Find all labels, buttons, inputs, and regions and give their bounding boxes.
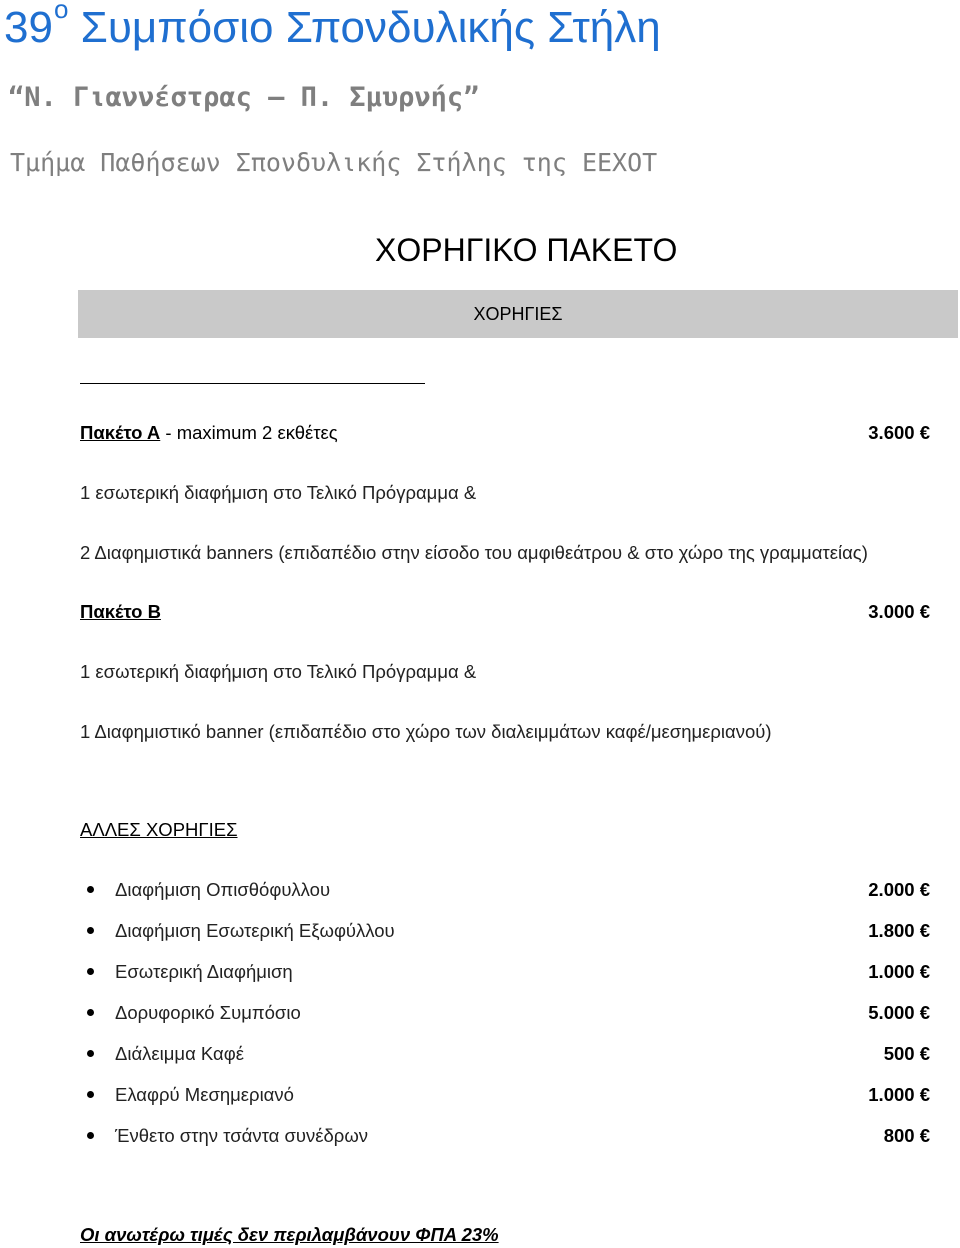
list-item-label: Διαφήμιση Εσωτερική Εξωφύλλου bbox=[115, 920, 395, 941]
bullet-icon bbox=[87, 1050, 94, 1057]
bullet-icon bbox=[87, 1009, 94, 1016]
title-text: Συμπόσιο Σπονδυλικής Στήλη bbox=[80, 3, 661, 52]
list-item-label: Δορυφορικό Συμπόσιο bbox=[115, 1002, 301, 1023]
package-b-price: 3.000 € bbox=[868, 601, 930, 622]
title-number: 39 bbox=[4, 3, 53, 52]
title-ordinal: ο bbox=[53, 0, 69, 24]
vat-note: Οι ανωτέρω τιμές δεν περιλαμβάνουν ΦΠΑ 23% bbox=[80, 1224, 499, 1245]
list-item-price: 800 € bbox=[883, 1125, 930, 1146]
list-item-label: Ελαφρύ Μεσημεριανό bbox=[115, 1084, 294, 1105]
list-item-price: 500 € bbox=[883, 1043, 930, 1064]
list-item-price: 1.000 € bbox=[868, 961, 930, 982]
package-a-line-2: 2 Διαφημιστικά banners (επιδαπέδιο στην είσοδο του αμφιθεάτρου & στο χώρο της γραμματείας) bbox=[80, 542, 868, 563]
package-a-suffix: - maximum 2 εκθέτες bbox=[160, 422, 338, 443]
list-item-price: 1.800 € bbox=[868, 920, 930, 941]
package-b-line-1: 1 εσωτερική διαφήμιση στο Τελικό Πρόγραμμα & bbox=[80, 661, 477, 682]
bullet-icon bbox=[87, 1091, 94, 1098]
package-heading: ΧΟΡΗΓΙΚΟ ΠΑΚΕΤΟ bbox=[375, 232, 678, 268]
list-item-price: 5.000 € bbox=[868, 1002, 930, 1023]
bullet-icon bbox=[87, 968, 94, 975]
package-a-title bbox=[80, 420, 338, 446]
package-b-name: Πακέτο Β bbox=[80, 601, 161, 622]
organizers-line: “Ν. Γιαννέστρας – Π. Σμυρνής” bbox=[8, 82, 480, 113]
package-a-line-1: 1 εσωτερική διαφήμιση στο Τελικό Πρόγραμμα & bbox=[80, 482, 477, 503]
list-item-label: Διάλειμμα Καφέ bbox=[115, 1043, 244, 1064]
list-item-label: Διαφήμιση Οπισθόφυλλου bbox=[115, 879, 331, 900]
list-item-label: Εσωτερική Διαφήμιση bbox=[115, 961, 293, 982]
bullet-icon bbox=[87, 927, 94, 934]
document-title bbox=[4, 0, 661, 56]
list-item-price: 1.000 € bbox=[868, 1084, 930, 1105]
list-item-label: Ένθετο στην τσάντα συνέδρων bbox=[115, 1125, 369, 1146]
other-sponsorships-heading: ΑΛΛΕΣ ΧΟΡΗΓΙΕΣ bbox=[80, 819, 238, 840]
bullet-icon bbox=[87, 1132, 94, 1139]
department-line: Τμήμα Παθήσεων Σπονδυλικής Στήλης της ΕΕΧΟΤ bbox=[10, 148, 658, 177]
package-b-line-2: 1 Διαφημιστικό banner (επιδαπέδιο στο χώρο των διαλειμμάτων καφέ/μεσημεριανού) bbox=[80, 721, 772, 742]
divider-line bbox=[80, 383, 425, 384]
package-a-name: Πακέτο Α bbox=[80, 422, 161, 443]
sponsorship-bar: ΧΟΡΗΓΙΕΣ bbox=[78, 290, 958, 338]
bullet-icon bbox=[87, 886, 94, 893]
package-a-price: 3.600 € bbox=[868, 422, 930, 443]
list-item-price: 2.000 € bbox=[868, 879, 930, 900]
